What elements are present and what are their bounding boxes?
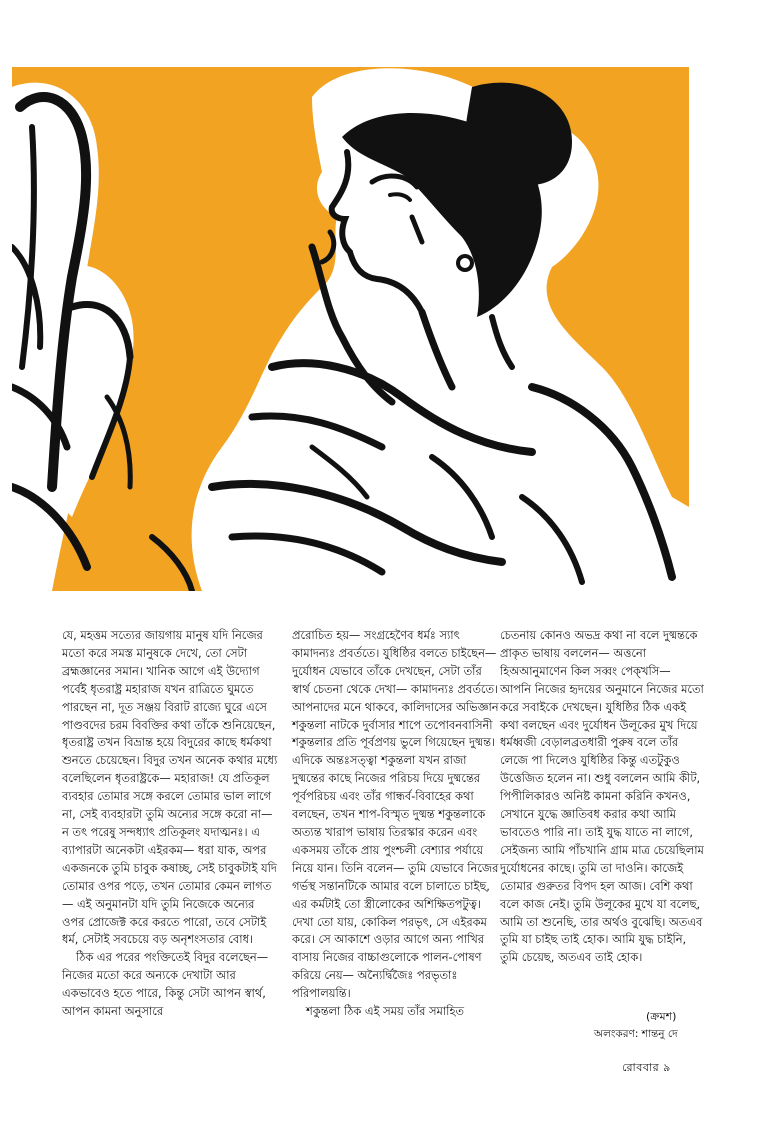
page-footer: রোববার ৯ xyxy=(622,1061,671,1074)
article-column-1 xyxy=(62,627,280,1021)
serial-note: (ক্রমশ) xyxy=(646,1010,677,1023)
article-paragraph: যে, মহত্তম সত্যের জায়গায় মানুষ যদি নিজের মতো করে সমস্ত মানুষকে দেখে, তো সেটা ব্রহ্মজ্ঞানের সমান। খানিক আগে এই উদ্যোগ পর্বেই ধৃতরাষ্ট্র মহারাজ যখন রাত্রিতে ঘুমতে পারছেন না, দূত সঞ্জয় বিরাট রাজ্যে ঘুরে এসে পাণ্ডবদের চরম বিবক্তির কথা তাঁকে শুনিয়েছেন, ধৃতরাষ্ট্র তখন বিভ্রান্ত হয়ে বিদুরের কাছে ধর্মকথা শুনতে চেয়েছেন। বিদুর তখন অনেক কথার মধ্যে বলেছিলেন ধৃতরাষ্ট্রকে— মহারাজ! যে প্রতিকূল ব্যবহার তোমার সঙ্গে করলে তোমার ভাল লাগে না, সেই ব্যবহারটা তুমি অন্যের সঙ্গে করো না— ন তৎ পরেষু সন্দধ্যাৎ প্রতিকূলং যদাত্মনঃ। এ ব্যাপারটা অনেকটা এইরকম— ধরা যাক, অপর একজনকে তুমি চাবুক কষাচ্ছ, সেই চাবুকটাই যদি তোমার ওপর পড়ে, তখন তোমার কেমন লাগত— এই অনুমানটা যদি তুমি নিজেকে অন্যের ওপর প্রোজেক্ট করে করতে পারো, তবে সেটাই ধর্ম, সেটাই সবচেয়ে বড় অনৃশংসতার বোধ। xyxy=(62,628,278,947)
article-column-3 xyxy=(500,627,705,967)
article-paragraph: চেতনায় কোনও অভদ্র কথা না বলে দুষ্মন্তকে প্রাকৃত ভাষায় বললেন— অত্তনো হিঅআনুমাণেন কিল সব্বং পেক্‌খসি— আপনি নিজের হৃদয়ের অনুমানে নিজের মতো করে সবাইকে দেখছেন। যুধিষ্ঠির ঠিক একই কথা বলছেন এবং দুর্যোধন উলূকের মুখ দিয়ে ধর্মধ্বজী বেড়ালব্রতধারী পুরুষ বলে তাঁর লেজে পা দিলেও যুধিষ্ঠির কিন্তু এতটুকুও উত্তেজিত হলেন না। শুধু বললেন আমি কীট, পিপীলিকারও অনিষ্ট কামনা করিনি কখনও, সেখানে যুদ্ধে জ্ঞাতিবধ করার কথা আমি ভাবতেও পারি না। তাই যুদ্ধ যাতে না লাগে, সেইজন্য আমি পাঁচখানি গ্রাম মাত্র চেয়েছিলাম দুর্যোধনের কাছে। তুমি তা দাওনি। কাজেই তোমার গুরুতর বিপদ হল আজ। বেশি কথা বলে কাজ নেই। তুমি উলূকের মুখে যা বলেছ, আমি তা শুনেছি, তার অর্থও বুঝেছি। অতএব তুমি যা চাইছ তাই হোক। আমি যুদ্ধ চাইনি, তুমি চেয়েছ, অতএব তাই হোক। xyxy=(500,628,704,965)
article-paragraph: শকুন্তলা ঠিক এই সময় তাঁর সমাহিত xyxy=(306,1004,464,1019)
article-paragraph: প্ররোচিত হয়— সংগ্রহেণৈব ধর্মঃ স্যাৎ কামাদন্যঃ প্রবর্ততে। যুধিষ্ঠির বলতে চাইছেন— দুর্যোধন যেভাবে তাঁকে দেখছেন, সেটা তাঁর স্বার্থ চেতনা থেকে দেখা— কামাদন্যঃ প্রবর্ততে। আপনাদের মনে থাকবে, কালিদাসের অভিজ্ঞান শকুন্তলা নাটকে দুর্বাসার শাপে তপোবনবাসিনী শকুন্তলার প্রতি পূর্বপ্রণয় ভুলে গিয়েছেন দুষ্মন্ত। এদিকে অন্তঃসত্ত্বা শকুন্তলা যখন রাজা দুষ্মন্তের কাছে নিজের পরিচয় দিয়ে দুষ্মন্তের পূর্বপরিচয় এবং তাঁর গান্ধর্ব-বিবাহের কথা বলছেন, তখন শাপ-বিস্মৃত দুষ্মন্ত শকুন্তলাকে অত্যন্ত খারাপ ভাষায় তিরস্কার করেন এবং একসময় তাঁকে প্রায় পুংশ্চলী বেশ্যার পর্যায়ে নিয়ে যান। তিনি বলেন— তুমি যেভাবে নিজের গর্ভস্থ সন্তানটিকে আমার বলে চালাতে চাইছ, এর কর্মটাই তো স্ত্রীলোকের অশিক্ষিতপটুত্ব। দেখা তো যায়, কোকিল পরভৃৎ, সে এইরকম করে। সে আকাশে ওড়ার আগে অন্য পাখির বাসায় নিজের বাচ্চাগুলোকে পালন-পোষণ করিয়ে নেয়— অন্যৈর্দ্বিজৈঃ পরভৃতাঃ পরিপালয়ন্তি। xyxy=(292,628,499,1001)
article-paragraph: ঠিক এর পরের পংক্তিতেই বিদুর বলেছেন— নিজের মতো করে অন্যকে দেখাটা আর একভাবেও হতে পারে, কিন্তু সেটা আপন স্বার্থ, আপন কামনা অনুসারে xyxy=(62,950,269,1019)
illustration-svg xyxy=(12,67,689,591)
illustration-woman-thinking xyxy=(12,67,689,591)
article-column-2 xyxy=(292,627,502,1021)
illustration-credit: অলংকরণ: শান্তনু দে xyxy=(594,1028,678,1040)
